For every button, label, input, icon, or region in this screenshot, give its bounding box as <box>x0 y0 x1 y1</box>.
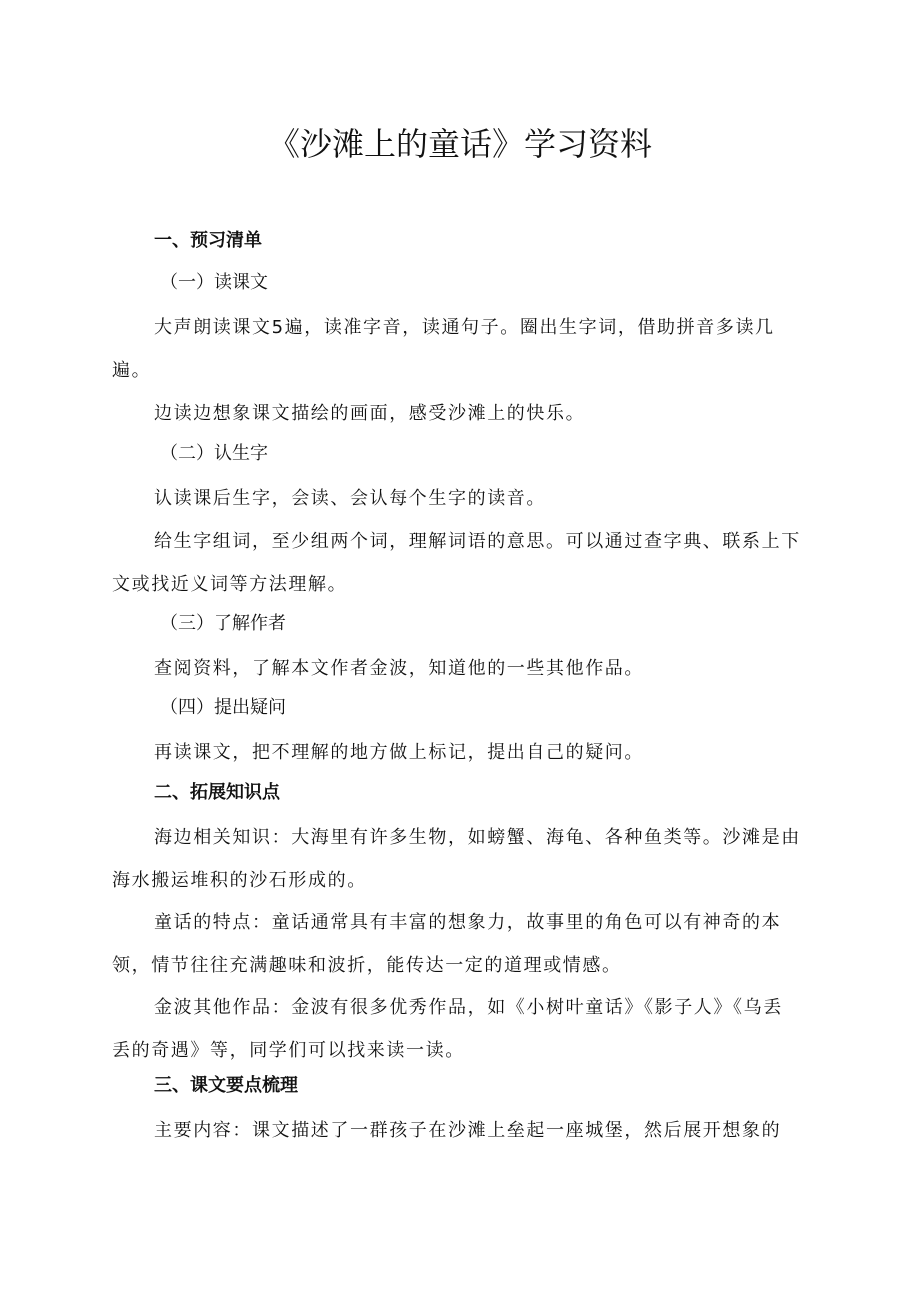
paragraph-make-words: 给生字组词，至少组两个词，理解词语的意思。可以通过查字典、联系上下文或找近义词等方法理解。 <box>112 531 801 595</box>
section-heading-preview: 一、预习清单 <box>154 230 262 251</box>
paragraph-imagine-scene: 边读边想象课文描绘的画面，感受沙滩上的快乐。 <box>154 403 586 424</box>
section-heading-extension: 二、拓展知识点 <box>154 782 280 803</box>
paragraph-read-aloud: 大声朗读课文5遍，读准字音，读通句子。圈出生字词，借助拼音多读几遍。 <box>112 317 775 381</box>
document-title: 《沙滩上的童话》学习资料 <box>267 125 652 163</box>
subheading-about-author: （三）了解作者 <box>160 613 286 634</box>
subheading-learn-characters: （二）认生字 <box>160 443 268 464</box>
paragraph-mark-questions: 再读课文，把不理解的地方做上标记，提出自己的疑问。 <box>154 742 644 763</box>
paragraph-fairy-tale-features: 童话的特点：童话通常具有丰富的想象力，故事里的角色可以有神奇的本领，情节往往充满趣味和波折，能传达一定的道理或情感。 <box>112 912 782 976</box>
subheading-read-text: （一）读课文 <box>160 272 268 293</box>
paragraph-main-content: 主要内容：课文描述了一群孩子在沙滩上垒起一座城堡，然后展开想象的 <box>154 1120 782 1141</box>
paragraph-author-research: 查阅资料，了解本文作者金波，知道他的一些其他作品。 <box>154 658 644 679</box>
paragraph-seaside-knowledge: 海边相关知识：大海里有许多生物，如螃蟹、海龟、各种鱼类等。沙滩是由海水搬运堆积的沙石形成的。 <box>112 827 801 891</box>
section-heading-key-points: 三、课文要点梳理 <box>154 1075 298 1096</box>
subheading-raise-questions: （四）提出疑问 <box>160 697 286 718</box>
paragraph-read-characters: 认读课后生字，会读、会认每个生字的读音。 <box>154 488 546 509</box>
paragraph-other-works: 金波其他作品：金波有很多优秀作品，如《小树叶童话》《影子人》《乌丢丢的奇遇》等，同学们可以找来读一读。 <box>112 997 783 1061</box>
